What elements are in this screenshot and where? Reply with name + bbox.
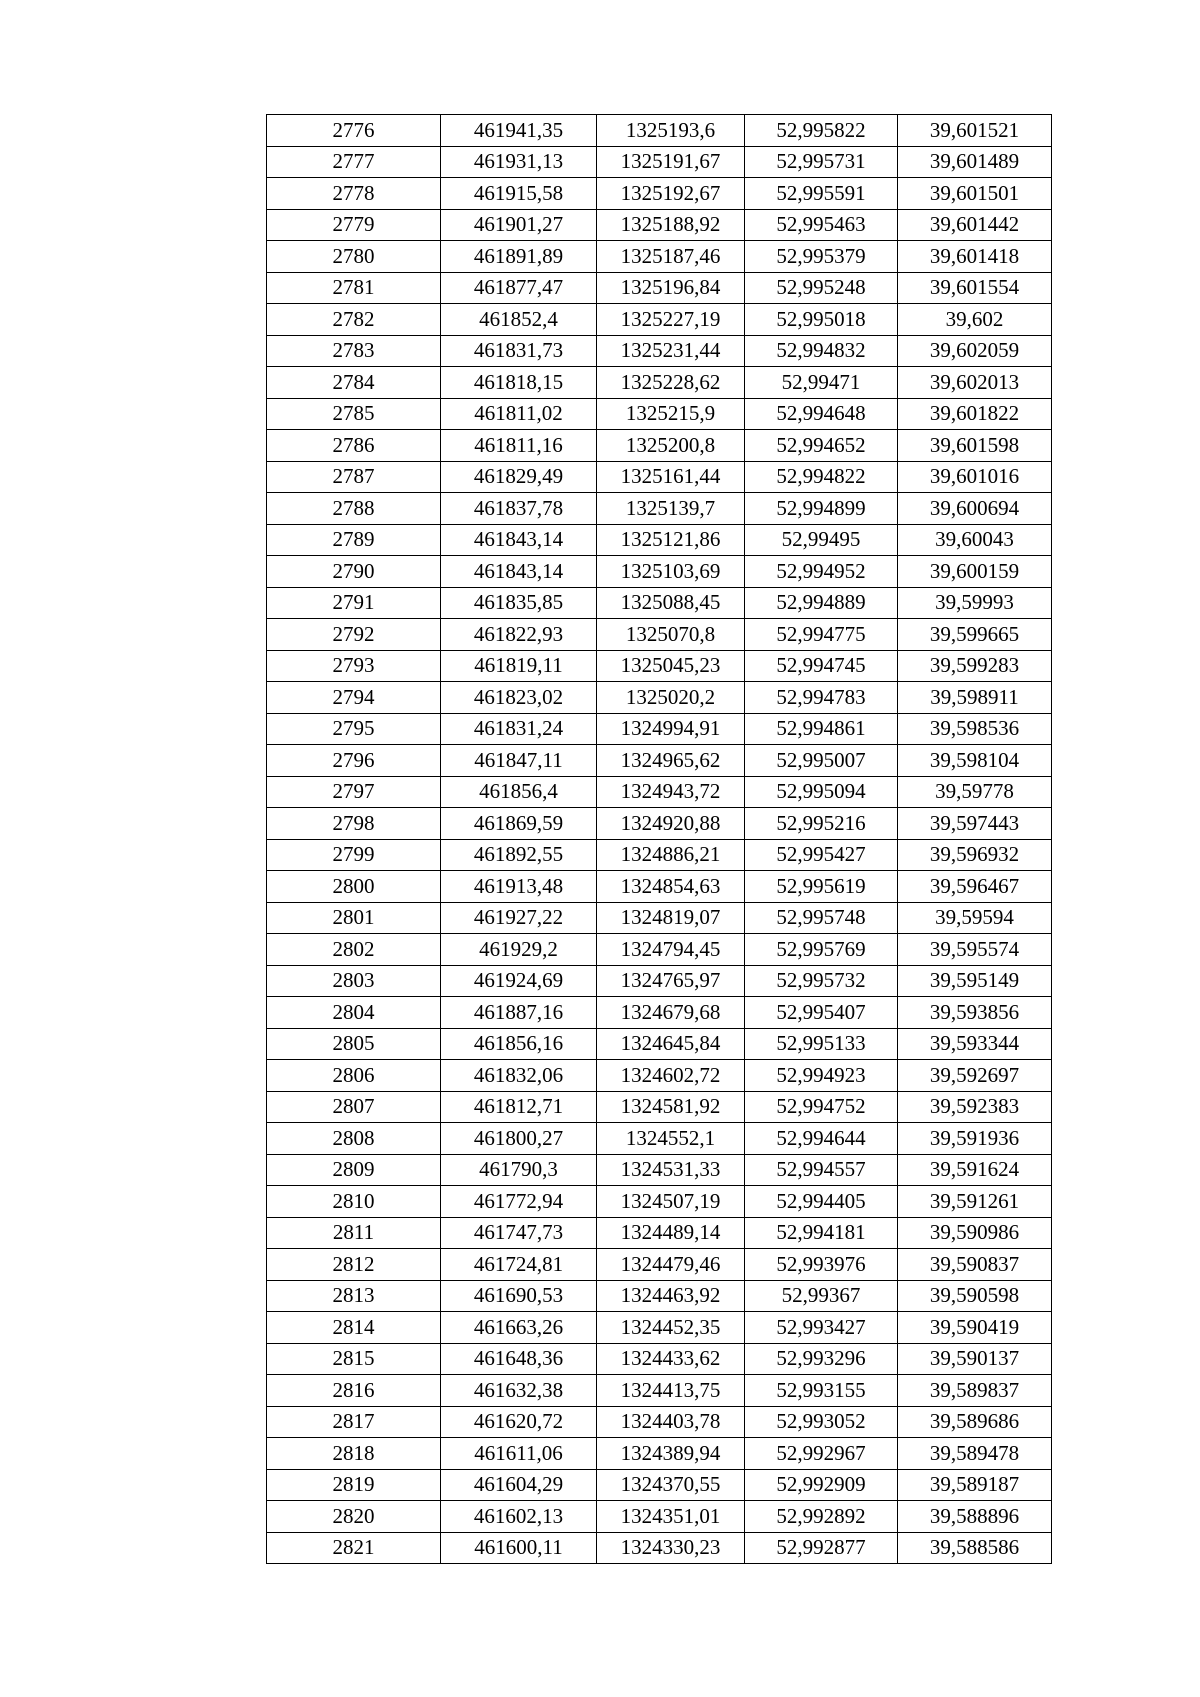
latitude-cell: 52,992967: [745, 1438, 898, 1470]
longitude-cell: 39,599283: [898, 650, 1052, 682]
y-coordinate-cell: 1324943,72: [597, 776, 745, 808]
x-coordinate-cell: 461632,38: [441, 1375, 597, 1407]
x-coordinate-cell: 461811,02: [441, 398, 597, 430]
x-coordinate-cell: 461856,16: [441, 1028, 597, 1060]
longitude-cell: 39,590986: [898, 1217, 1052, 1249]
x-coordinate-cell: 461877,47: [441, 272, 597, 304]
longitude-cell: 39,588896: [898, 1501, 1052, 1533]
x-coordinate-cell: 461611,06: [441, 1438, 597, 1470]
latitude-cell: 52,994832: [745, 335, 898, 367]
x-coordinate-cell: 461831,73: [441, 335, 597, 367]
table-row: [267, 776, 1052, 808]
x-coordinate-cell: 461663,26: [441, 1312, 597, 1344]
latitude-cell: 52,995133: [745, 1028, 898, 1060]
longitude-cell: 39,601442: [898, 209, 1052, 241]
coordinates-table-body: [267, 115, 1052, 1564]
table-row: [267, 1217, 1052, 1249]
point-number-cell: 2820: [267, 1501, 441, 1533]
x-coordinate-cell: 461927,22: [441, 902, 597, 934]
y-coordinate-cell: 1324994,91: [597, 713, 745, 745]
x-coordinate-cell: 461800,27: [441, 1123, 597, 1155]
point-number-cell: 2797: [267, 776, 441, 808]
y-coordinate-cell: 1325231,44: [597, 335, 745, 367]
latitude-cell: 52,995094: [745, 776, 898, 808]
table-row: [267, 1249, 1052, 1281]
x-coordinate-cell: 461620,72: [441, 1406, 597, 1438]
x-coordinate-cell: 461604,29: [441, 1469, 597, 1501]
y-coordinate-cell: 1325088,45: [597, 587, 745, 619]
longitude-cell: 39,589187: [898, 1469, 1052, 1501]
latitude-cell: 52,992909: [745, 1469, 898, 1501]
table-row: [267, 430, 1052, 462]
y-coordinate-cell: 1324602,72: [597, 1060, 745, 1092]
longitude-cell: 39,590137: [898, 1343, 1052, 1375]
longitude-cell: 39,600694: [898, 493, 1052, 525]
latitude-cell: 52,994952: [745, 556, 898, 588]
latitude-cell: 52,995407: [745, 997, 898, 1029]
table-row: [267, 713, 1052, 745]
table-row: [267, 241, 1052, 273]
latitude-cell: 52,992892: [745, 1501, 898, 1533]
longitude-cell: 39,601489: [898, 146, 1052, 178]
longitude-cell: 39,589478: [898, 1438, 1052, 1470]
table-row: [267, 682, 1052, 714]
table-row: [267, 997, 1052, 1029]
latitude-cell: 52,994899: [745, 493, 898, 525]
y-coordinate-cell: 1324645,84: [597, 1028, 745, 1060]
longitude-cell: 39,602013: [898, 367, 1052, 399]
point-number-cell: 2787: [267, 461, 441, 493]
point-number-cell: 2801: [267, 902, 441, 934]
longitude-cell: 39,596467: [898, 871, 1052, 903]
table-row: [267, 902, 1052, 934]
y-coordinate-cell: 1325193,6: [597, 115, 745, 147]
table-row: [267, 965, 1052, 997]
latitude-cell: 52,995018: [745, 304, 898, 336]
table-row: [267, 1312, 1052, 1344]
latitude-cell: 52,995748: [745, 902, 898, 934]
y-coordinate-cell: 1324854,63: [597, 871, 745, 903]
longitude-cell: 39,592697: [898, 1060, 1052, 1092]
y-coordinate-cell: 1324370,55: [597, 1469, 745, 1501]
latitude-cell: 52,994557: [745, 1154, 898, 1186]
point-number-cell: 2793: [267, 650, 441, 682]
latitude-cell: 52,994745: [745, 650, 898, 682]
latitude-cell: 52,994889: [745, 587, 898, 619]
table-row: [267, 587, 1052, 619]
x-coordinate-cell: 461811,16: [441, 430, 597, 462]
longitude-cell: 39,590419: [898, 1312, 1052, 1344]
y-coordinate-cell: 1324531,33: [597, 1154, 745, 1186]
latitude-cell: 52,993427: [745, 1312, 898, 1344]
longitude-cell: 39,591261: [898, 1186, 1052, 1218]
y-coordinate-cell: 1324413,75: [597, 1375, 745, 1407]
longitude-cell: 39,60043: [898, 524, 1052, 556]
latitude-cell: 52,995007: [745, 745, 898, 777]
x-coordinate-cell: 461941,35: [441, 115, 597, 147]
y-coordinate-cell: 1324679,68: [597, 997, 745, 1029]
table-row: [267, 1091, 1052, 1123]
longitude-cell: 39,589686: [898, 1406, 1052, 1438]
y-coordinate-cell: 1324452,35: [597, 1312, 745, 1344]
x-coordinate-cell: 461829,49: [441, 461, 597, 493]
longitude-cell: 39,595149: [898, 965, 1052, 997]
longitude-cell: 39,601598: [898, 430, 1052, 462]
table-row: [267, 619, 1052, 651]
x-coordinate-cell: 461891,89: [441, 241, 597, 273]
point-number-cell: 2789: [267, 524, 441, 556]
longitude-cell: 39,602059: [898, 335, 1052, 367]
point-number-cell: 2804: [267, 997, 441, 1029]
longitude-cell: 39,601501: [898, 178, 1052, 210]
table-row: [267, 115, 1052, 147]
point-number-cell: 2815: [267, 1343, 441, 1375]
table-row: [267, 1532, 1052, 1564]
latitude-cell: 52,995619: [745, 871, 898, 903]
point-number-cell: 2781: [267, 272, 441, 304]
y-coordinate-cell: 1325121,86: [597, 524, 745, 556]
longitude-cell: 39,602: [898, 304, 1052, 336]
longitude-cell: 39,601016: [898, 461, 1052, 493]
longitude-cell: 39,595574: [898, 934, 1052, 966]
longitude-cell: 39,593344: [898, 1028, 1052, 1060]
table-row: [267, 839, 1052, 871]
latitude-cell: 52,995732: [745, 965, 898, 997]
table-row: [267, 178, 1052, 210]
latitude-cell: 52,994652: [745, 430, 898, 462]
point-number-cell: 2814: [267, 1312, 441, 1344]
y-coordinate-cell: 1324965,62: [597, 745, 745, 777]
point-number-cell: 2805: [267, 1028, 441, 1060]
x-coordinate-cell: 461823,02: [441, 682, 597, 714]
latitude-cell: 52,99495: [745, 524, 898, 556]
latitude-cell: 52,995731: [745, 146, 898, 178]
x-coordinate-cell: 461924,69: [441, 965, 597, 997]
latitude-cell: 52,994752: [745, 1091, 898, 1123]
table-row: [267, 1438, 1052, 1470]
point-number-cell: 2799: [267, 839, 441, 871]
y-coordinate-cell: 1324920,88: [597, 808, 745, 840]
y-coordinate-cell: 1325196,84: [597, 272, 745, 304]
point-number-cell: 2812: [267, 1249, 441, 1281]
y-coordinate-cell: 1325192,67: [597, 178, 745, 210]
latitude-cell: 52,994775: [745, 619, 898, 651]
y-coordinate-cell: 1325070,8: [597, 619, 745, 651]
latitude-cell: 52,995248: [745, 272, 898, 304]
y-coordinate-cell: 1325215,9: [597, 398, 745, 430]
x-coordinate-cell: 461892,55: [441, 839, 597, 871]
longitude-cell: 39,600159: [898, 556, 1052, 588]
y-coordinate-cell: 1324886,21: [597, 839, 745, 871]
x-coordinate-cell: 461690,53: [441, 1280, 597, 1312]
longitude-cell: 39,601822: [898, 398, 1052, 430]
longitude-cell: 39,598911: [898, 682, 1052, 714]
longitude-cell: 39,601554: [898, 272, 1052, 304]
table-row: [267, 493, 1052, 525]
y-coordinate-cell: 1325187,46: [597, 241, 745, 273]
latitude-cell: 52,994644: [745, 1123, 898, 1155]
longitude-cell: 39,591624: [898, 1154, 1052, 1186]
table-row: [267, 1501, 1052, 1533]
x-coordinate-cell: 461915,58: [441, 178, 597, 210]
x-coordinate-cell: 461835,85: [441, 587, 597, 619]
x-coordinate-cell: 461747,73: [441, 1217, 597, 1249]
table-row: [267, 808, 1052, 840]
x-coordinate-cell: 461600,11: [441, 1532, 597, 1564]
table-row: [267, 1154, 1052, 1186]
point-number-cell: 2786: [267, 430, 441, 462]
point-number-cell: 2790: [267, 556, 441, 588]
longitude-cell: 39,601418: [898, 241, 1052, 273]
point-number-cell: 2785: [267, 398, 441, 430]
y-coordinate-cell: 1325045,23: [597, 650, 745, 682]
x-coordinate-cell: 461831,24: [441, 713, 597, 745]
x-coordinate-cell: 461931,13: [441, 146, 597, 178]
point-number-cell: 2802: [267, 934, 441, 966]
latitude-cell: 52,995822: [745, 115, 898, 147]
point-number-cell: 2821: [267, 1532, 441, 1564]
point-number-cell: 2777: [267, 146, 441, 178]
latitude-cell: 52,995591: [745, 178, 898, 210]
table-row: [267, 398, 1052, 430]
y-coordinate-cell: 1324463,92: [597, 1280, 745, 1312]
y-coordinate-cell: 1325020,2: [597, 682, 745, 714]
point-number-cell: 2795: [267, 713, 441, 745]
point-number-cell: 2817: [267, 1406, 441, 1438]
x-coordinate-cell: 461929,2: [441, 934, 597, 966]
point-number-cell: 2803: [267, 965, 441, 997]
longitude-cell: 39,588586: [898, 1532, 1052, 1564]
longitude-cell: 39,590598: [898, 1280, 1052, 1312]
latitude-cell: 52,995463: [745, 209, 898, 241]
x-coordinate-cell: 461856,4: [441, 776, 597, 808]
longitude-cell: 39,597443: [898, 808, 1052, 840]
latitude-cell: 52,994648: [745, 398, 898, 430]
point-number-cell: 2794: [267, 682, 441, 714]
point-number-cell: 2796: [267, 745, 441, 777]
latitude-cell: 52,994181: [745, 1217, 898, 1249]
latitude-cell: 52,992877: [745, 1532, 898, 1564]
x-coordinate-cell: 461901,27: [441, 209, 597, 241]
x-coordinate-cell: 461790,3: [441, 1154, 597, 1186]
y-coordinate-cell: 1324403,78: [597, 1406, 745, 1438]
longitude-cell: 39,601521: [898, 115, 1052, 147]
coordinates-table: [266, 114, 1052, 1564]
x-coordinate-cell: 461852,4: [441, 304, 597, 336]
table-row: [267, 524, 1052, 556]
latitude-cell: 52,993155: [745, 1375, 898, 1407]
x-coordinate-cell: 461602,13: [441, 1501, 597, 1533]
table-row: [267, 1028, 1052, 1060]
point-number-cell: 2813: [267, 1280, 441, 1312]
y-coordinate-cell: 1325200,8: [597, 430, 745, 462]
longitude-cell: 39,59993: [898, 587, 1052, 619]
y-coordinate-cell: 1324479,46: [597, 1249, 745, 1281]
point-number-cell: 2816: [267, 1375, 441, 1407]
x-coordinate-cell: 461832,06: [441, 1060, 597, 1092]
latitude-cell: 52,995216: [745, 808, 898, 840]
longitude-cell: 39,598536: [898, 713, 1052, 745]
y-coordinate-cell: 1325161,44: [597, 461, 745, 493]
y-coordinate-cell: 1324489,14: [597, 1217, 745, 1249]
y-coordinate-cell: 1325227,19: [597, 304, 745, 336]
latitude-cell: 52,993052: [745, 1406, 898, 1438]
x-coordinate-cell: 461869,59: [441, 808, 597, 840]
point-number-cell: 2807: [267, 1091, 441, 1123]
point-number-cell: 2819: [267, 1469, 441, 1501]
table-row: [267, 304, 1052, 336]
longitude-cell: 39,598104: [898, 745, 1052, 777]
table-row: [267, 556, 1052, 588]
x-coordinate-cell: 461822,93: [441, 619, 597, 651]
x-coordinate-cell: 461818,15: [441, 367, 597, 399]
y-coordinate-cell: 1324389,94: [597, 1438, 745, 1470]
table-row: [267, 1123, 1052, 1155]
point-number-cell: 2779: [267, 209, 441, 241]
latitude-cell: 52,993976: [745, 1249, 898, 1281]
y-coordinate-cell: 1325228,62: [597, 367, 745, 399]
table-row: [267, 335, 1052, 367]
table-row: [267, 209, 1052, 241]
longitude-cell: 39,589837: [898, 1375, 1052, 1407]
longitude-cell: 39,593856: [898, 997, 1052, 1029]
table-row: [267, 1060, 1052, 1092]
point-number-cell: 2776: [267, 115, 441, 147]
point-number-cell: 2782: [267, 304, 441, 336]
point-number-cell: 2780: [267, 241, 441, 273]
x-coordinate-cell: 461847,11: [441, 745, 597, 777]
point-number-cell: 2809: [267, 1154, 441, 1186]
y-coordinate-cell: 1324794,45: [597, 934, 745, 966]
table-row: [267, 1343, 1052, 1375]
y-coordinate-cell: 1324581,92: [597, 1091, 745, 1123]
x-coordinate-cell: 461913,48: [441, 871, 597, 903]
point-number-cell: 2792: [267, 619, 441, 651]
table-row: [267, 367, 1052, 399]
table-row: [267, 934, 1052, 966]
table-row: [267, 1375, 1052, 1407]
latitude-cell: 52,994405: [745, 1186, 898, 1218]
y-coordinate-cell: 1325191,67: [597, 146, 745, 178]
table-row: [267, 272, 1052, 304]
point-number-cell: 2811: [267, 1217, 441, 1249]
latitude-cell: 52,99471: [745, 367, 898, 399]
table-row: [267, 871, 1052, 903]
longitude-cell: 39,590837: [898, 1249, 1052, 1281]
longitude-cell: 39,591936: [898, 1123, 1052, 1155]
point-number-cell: 2808: [267, 1123, 441, 1155]
table-row: [267, 745, 1052, 777]
table-row: [267, 1469, 1052, 1501]
table-row: [267, 146, 1052, 178]
longitude-cell: 39,599665: [898, 619, 1052, 651]
longitude-cell: 39,596932: [898, 839, 1052, 871]
point-number-cell: 2810: [267, 1186, 441, 1218]
point-number-cell: 2788: [267, 493, 441, 525]
longitude-cell: 39,592383: [898, 1091, 1052, 1123]
y-coordinate-cell: 1324819,07: [597, 902, 745, 934]
y-coordinate-cell: 1325188,92: [597, 209, 745, 241]
latitude-cell: 52,993296: [745, 1343, 898, 1375]
x-coordinate-cell: 461772,94: [441, 1186, 597, 1218]
point-number-cell: 2806: [267, 1060, 441, 1092]
x-coordinate-cell: 461812,71: [441, 1091, 597, 1123]
x-coordinate-cell: 461843,14: [441, 524, 597, 556]
y-coordinate-cell: 1324552,1: [597, 1123, 745, 1155]
x-coordinate-cell: 461843,14: [441, 556, 597, 588]
longitude-cell: 39,59778: [898, 776, 1052, 808]
latitude-cell: 52,995379: [745, 241, 898, 273]
table-row: [267, 650, 1052, 682]
table-row: [267, 1186, 1052, 1218]
latitude-cell: 52,994783: [745, 682, 898, 714]
y-coordinate-cell: 1324330,23: [597, 1532, 745, 1564]
x-coordinate-cell: 461887,16: [441, 997, 597, 1029]
point-number-cell: 2783: [267, 335, 441, 367]
latitude-cell: 52,994923: [745, 1060, 898, 1092]
latitude-cell: 52,994822: [745, 461, 898, 493]
y-coordinate-cell: 1325139,7: [597, 493, 745, 525]
x-coordinate-cell: 461819,11: [441, 650, 597, 682]
y-coordinate-cell: 1324765,97: [597, 965, 745, 997]
point-number-cell: 2798: [267, 808, 441, 840]
latitude-cell: 52,994861: [745, 713, 898, 745]
point-number-cell: 2800: [267, 871, 441, 903]
y-coordinate-cell: 1325103,69: [597, 556, 745, 588]
longitude-cell: 39,59594: [898, 902, 1052, 934]
table-row: [267, 461, 1052, 493]
point-number-cell: 2791: [267, 587, 441, 619]
point-number-cell: 2778: [267, 178, 441, 210]
x-coordinate-cell: 461648,36: [441, 1343, 597, 1375]
y-coordinate-cell: 1324433,62: [597, 1343, 745, 1375]
x-coordinate-cell: 461724,81: [441, 1249, 597, 1281]
latitude-cell: 52,99367: [745, 1280, 898, 1312]
point-number-cell: 2784: [267, 367, 441, 399]
y-coordinate-cell: 1324351,01: [597, 1501, 745, 1533]
point-number-cell: 2818: [267, 1438, 441, 1470]
latitude-cell: 52,995427: [745, 839, 898, 871]
latitude-cell: 52,995769: [745, 934, 898, 966]
y-coordinate-cell: 1324507,19: [597, 1186, 745, 1218]
x-coordinate-cell: 461837,78: [441, 493, 597, 525]
table-row: [267, 1280, 1052, 1312]
table-row: [267, 1406, 1052, 1438]
